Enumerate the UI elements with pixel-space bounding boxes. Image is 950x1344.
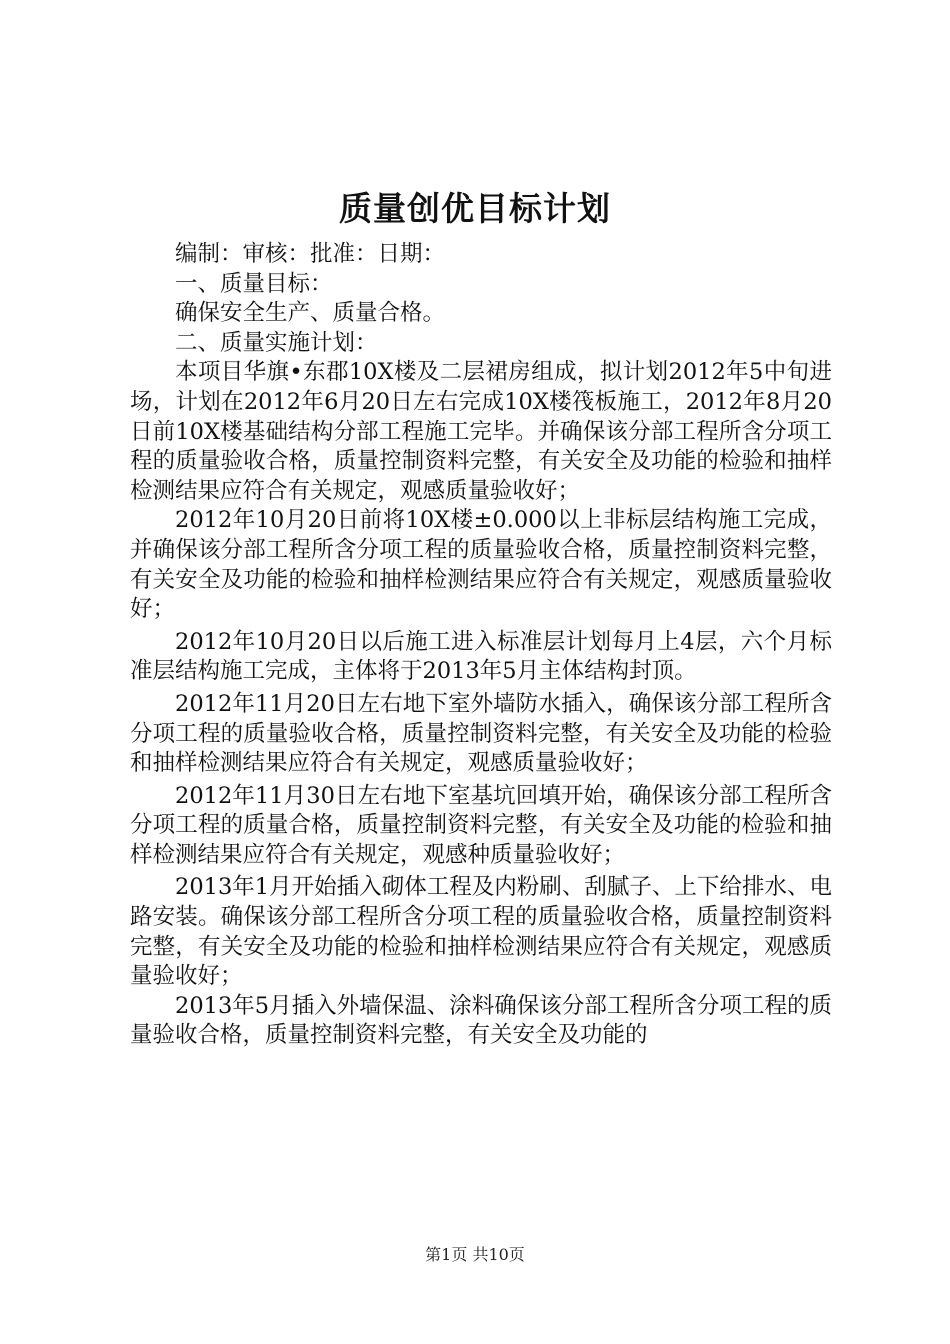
page-number: 第1页 共10页 [425, 1245, 525, 1264]
paragraph: 2013年1月开始插入砌体工程及内粉刷、刮腻子、上下给排水、电路安装。确保该分部工程所含分项工程的质量验收合格，质量控制资料完整，有关安全及功能的检验和抽样检测结果应符合有关规定，观感质量验收好； [130, 874, 832, 990]
paragraph: 2012年10月20日以后施工进入标准层计划每月上4层，六个月标准层结构施工完成，主体将于2013年5月主体结构封顶。 [130, 628, 832, 685]
paragraph: 2012年11月20日左右地下室外墙防水插入，确保该分部工程所含分项工程的质量验收合格，质量控制资料完整，有关安全及功能的检验和抽样检测结果应符合有关规定，观感质量验收好； [130, 690, 832, 777]
paragraph: 2012年10月20日前将10X楼±0.000以上非标层结构施工完成，并确保该分部工程所含分项工程的质量验收合格，质量控制资料完整，有关安全及功能的检验和抽样检测结果应符合有关规定，观感质量验收好； [130, 507, 832, 623]
quality-goal-text: 确保安全生产、质量合格。 [175, 300, 446, 327]
section-heading-quality-goal: 一、质量目标： [175, 270, 333, 297]
paragraph: 2012年11月30日左右地下室基坑回填开始，确保该分部工程所含分项工程的质量合格，质量控制资料完整，有关安全及功能的检验和抽样检测结果应符合有关规定，观感种质量验收好； [130, 782, 832, 868]
document-body [130, 240, 832, 1051]
document-title: 质量创优目标计划 [339, 189, 611, 228]
paragraph: 本项目华旗•东郡10X楼及二层裙房组成，拟计划2012年5中旬进场，计划在2012年6月20日左右完成10X楼筏板施工，2012年8月20日前10X楼基础结构分部工程施工完毕。并确保该分部工程所含分项工程的质量验收合格，质量控制资料完整，有关安全及功能的检验和抽样检测结果应符合有关规定，观感质量验收好； [130, 359, 832, 504]
section-heading-implementation-plan: 二、质量实施计划： [175, 329, 378, 356]
meta-line: 编制：审核：批准：日期： [175, 241, 446, 267]
paragraph: 2013年5月插入外墙保温、涂料确保该分部工程所含分项工程的质量验收合格，质量控制资料完整，有关安全及功能的 [130, 992, 832, 1049]
